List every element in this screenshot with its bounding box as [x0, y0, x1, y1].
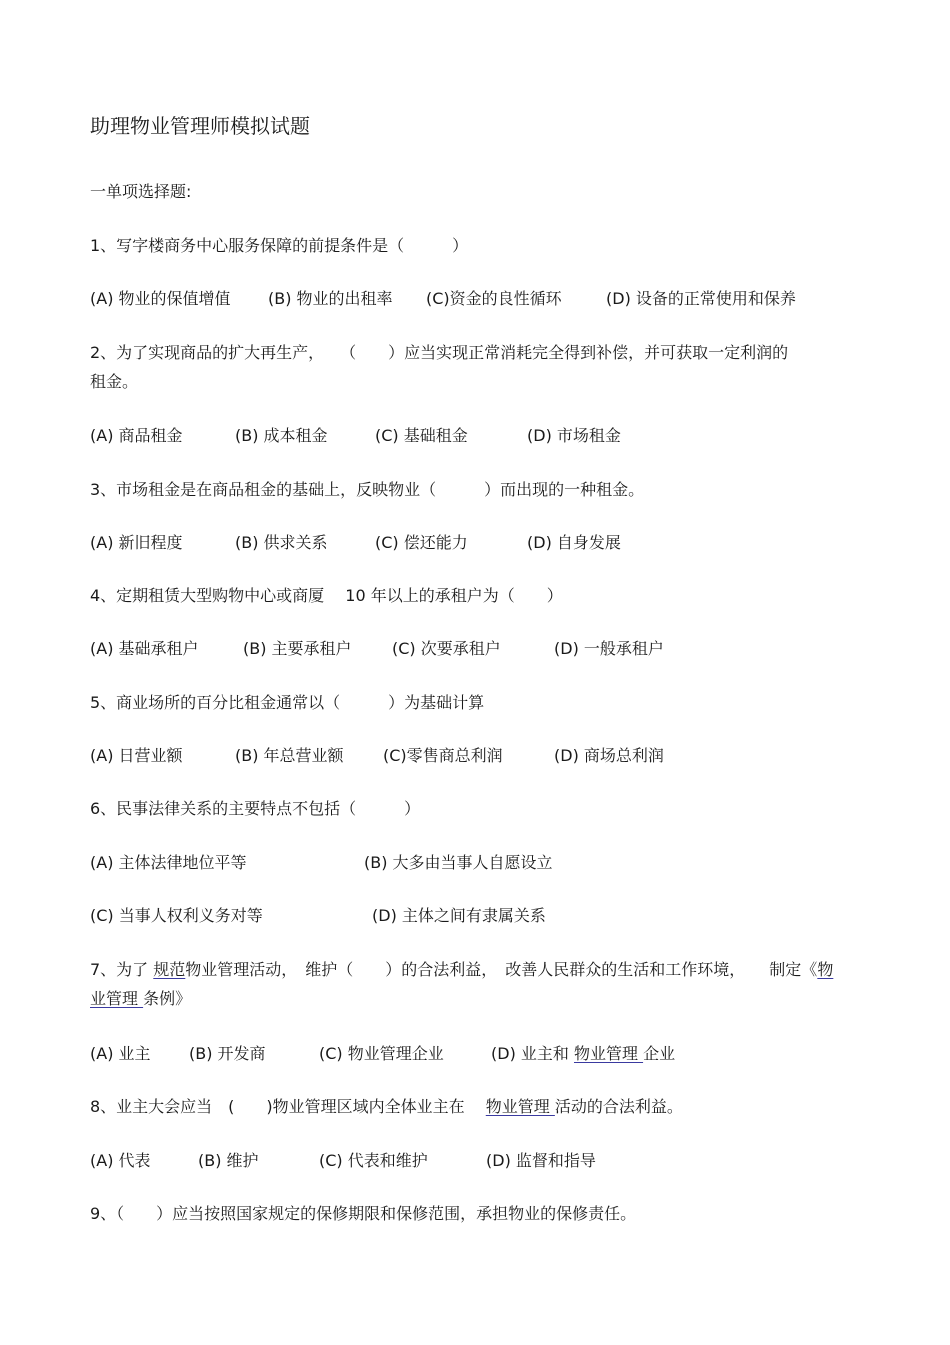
option-b: (B) 供求关系 [235, 533, 328, 552]
question-9-stem: 9、（ ）应当按照国家规定的保修期限和保修范围，承担物业的保修责任。 [90, 1204, 637, 1223]
question-5-stem: 5、商业场所的百分比租金通常以（ ）为基础计算 [90, 693, 485, 712]
option-b: (B) 开发商 [189, 1044, 266, 1063]
question-7-options [90, 1043, 890, 1065]
option-a: (A) 商品租金 [90, 426, 183, 445]
option-d: (D) 自身发展 [527, 533, 621, 552]
link-yewuguanli-q8[interactable]: 物业管理 [485, 1097, 555, 1116]
link-yewuguanli-d[interactable]: 物业管理 [573, 1044, 644, 1063]
page-title: 助理物业管理师模拟试题 [90, 114, 310, 138]
question-6-options-row2 [90, 905, 890, 927]
option-d: (D) 商场总利润 [554, 746, 664, 765]
option-c: (C) 次要承租户 [392, 639, 501, 658]
option-d: (D) 主体之间有隶属关系 [372, 906, 546, 925]
question-7-stem: 7、为了 规范物业管理活动， 维护（ ）的合法利益， 改善人民群众的生活和工作环境， 制定《物 [90, 960, 834, 979]
option-d: (D) 业主和 物业管理 企业 [491, 1044, 676, 1063]
question-7-stem-cont: 业管理 条例》 [90, 989, 192, 1008]
option-b: (B) 物业的出租率 [268, 289, 393, 308]
option-a: (A) 业主 [90, 1044, 151, 1063]
section-heading: 一单项选择题: [90, 182, 192, 201]
question-3-stem: 3、市场租金是在商品租金的基础上，反映物业（ ）而出现的一种租金。 [90, 480, 645, 499]
question-1-options [90, 288, 890, 310]
option-c: (C) 代表和维护 [319, 1151, 428, 1170]
option-d: (D) 监督和指导 [486, 1151, 596, 1170]
link-yewuguanli[interactable]: 业管理 [90, 989, 144, 1008]
option-a: (A) 日营业额 [90, 746, 183, 765]
option-a: (A) 新旧程度 [90, 533, 183, 552]
option-a: (A) 主体法律地位平等 [90, 853, 247, 872]
link-guifan[interactable]: 规范 [153, 960, 186, 979]
option-c: (C) 基础租金 [375, 426, 468, 445]
question-8-stem: 8、业主大会应当 ( )物业管理区域内全体业主在 物业管理 活动的合法利益。 [90, 1097, 683, 1116]
question-6-options-row1 [90, 852, 890, 874]
question-4-stem: 4、定期租赁大型购物中心或商厦 10 年以上的承租户为（ ） [90, 586, 563, 605]
option-b: (B) 大多由当事人自愿设立 [364, 853, 553, 872]
option-c: (C)资金的良性循环 [426, 289, 562, 308]
question-2-options [90, 425, 890, 447]
question-8-options [90, 1150, 890, 1172]
option-b: (B) 年总营业额 [235, 746, 344, 765]
option-a: (A) 物业的保值增值 [90, 289, 231, 308]
question-2-stem-cont: 租金。 [90, 372, 139, 391]
option-c: (C)零售商总利润 [383, 746, 503, 765]
question-2-stem: 2、为了实现商品的扩大再生产， （ ）应当实现正常消耗完全得到补偿，并可获取一定利润的 [90, 343, 789, 362]
option-c: (C) 当事人权利义务对等 [90, 906, 263, 925]
question-5-options [90, 745, 890, 767]
option-d: (D) 设备的正常使用和保养 [606, 289, 796, 308]
link-wu[interactable]: 物 [817, 960, 834, 979]
question-1-stem: 1、写字楼商务中心服务保障的前提条件是（ ） [90, 236, 469, 255]
option-c: (C) 物业管理企业 [319, 1044, 444, 1063]
option-a: (A) 代表 [90, 1151, 151, 1170]
option-b: (B) 主要承租户 [243, 639, 352, 658]
option-d: (D) 市场租金 [527, 426, 621, 445]
question-3-options [90, 532, 890, 554]
option-b: (B) 维护 [198, 1151, 259, 1170]
question-6-stem: 6、民事法律关系的主要特点不包括（ ） [90, 799, 421, 818]
option-a: (A) 基础承租户 [90, 639, 199, 658]
question-4-options [90, 638, 890, 660]
option-c: (C) 偿还能力 [375, 533, 468, 552]
option-b: (B) 成本租金 [235, 426, 328, 445]
option-d: (D) 一般承租户 [554, 639, 664, 658]
